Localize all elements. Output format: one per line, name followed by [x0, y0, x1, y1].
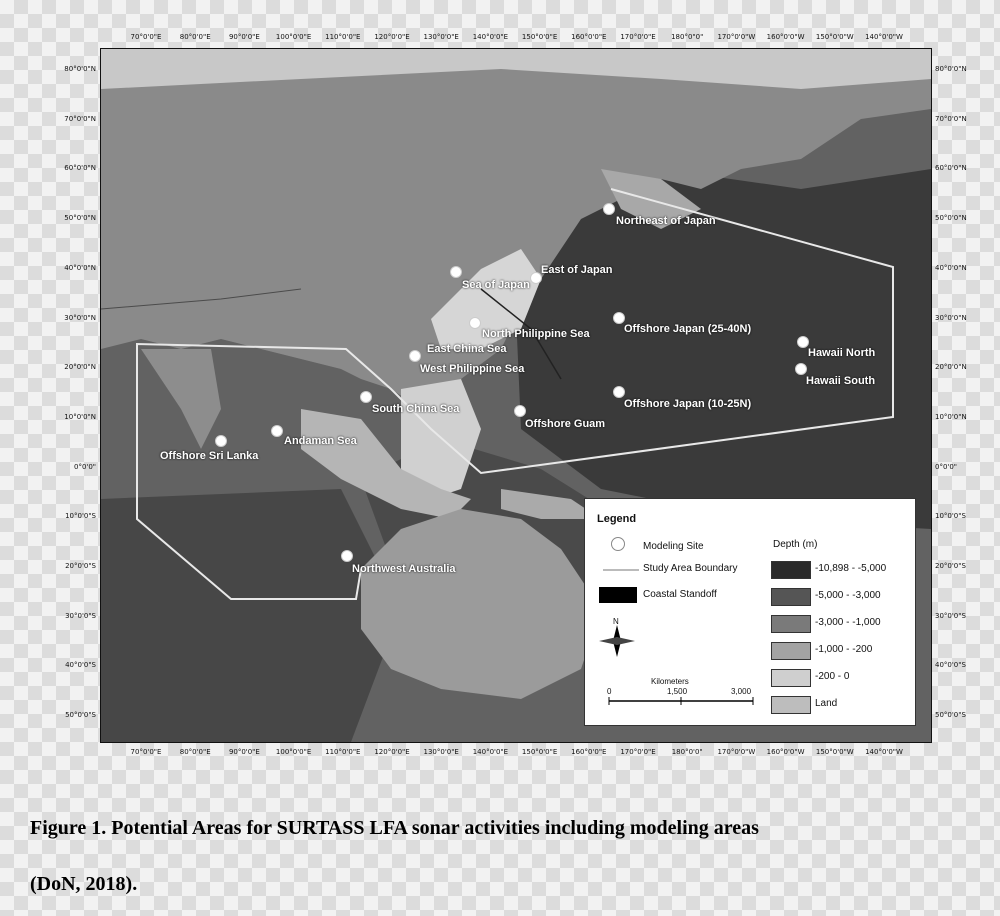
left-tick-label: 50°0'0"N: [64, 214, 96, 223]
left-tick-label: 10°0'0"N: [64, 412, 96, 421]
top-tick-label: 110°0'0"E: [325, 33, 361, 41]
right-tick-label: 30°0'0"N: [935, 313, 967, 322]
right-tick-label: 80°0'0"N: [935, 65, 967, 73]
right-tick-label: 20°0'0"S: [935, 562, 966, 570]
top-tick-label: 130°0'0"E: [423, 33, 459, 41]
right-tick-label: 10°0'0"S: [935, 512, 966, 521]
left-tick-label: 30°0'0"N: [64, 313, 96, 322]
modeling-site-icon: [611, 537, 625, 551]
top-tick-label: 140°0'0"W: [865, 33, 903, 41]
modeling-site-label: Hawaii North: [808, 347, 876, 359]
modeling-site-label: East China Sea: [427, 343, 507, 355]
bottom-tick-label: 160°0'0"W: [766, 748, 805, 756]
bottom-tick-label: 80°0'0"E: [179, 748, 211, 756]
modeling-site-dot: [271, 425, 283, 437]
depth-swatch: [771, 642, 811, 660]
bottom-tick-label: 140°0'0"W: [865, 748, 903, 756]
north-label: N: [613, 617, 619, 626]
modeling-site-label: West Philippine Sea: [420, 363, 525, 375]
left-tick-label: 10°0'0"S: [65, 512, 96, 521]
top-tick-label: 100°0'0"E: [275, 33, 312, 41]
right-tick-label: 30°0'0"S: [935, 611, 966, 620]
caption-line-1: Figure 1. Potential Areas for SURTASS LFA sonar activities including modeling areas: [30, 817, 759, 839]
depth-label: -200 - 0: [815, 671, 850, 682]
modeling-site-label: Offshore Guam: [525, 418, 606, 430]
depth-swatch: [771, 669, 811, 687]
right-tick-label: 40°0'0"N: [935, 263, 967, 272]
scale-tick-3000: 3,000: [731, 687, 752, 696]
legend-modeling-site: Modeling Site: [643, 541, 704, 552]
top-tick-label: 160°0'0"W: [766, 33, 805, 41]
bottom-tick-label: 160°0'0"E: [571, 748, 607, 756]
right-tick-label: 50°0'0"N: [935, 214, 967, 223]
bottom-tick-label: 70°0'0"E: [130, 748, 162, 756]
top-tick-label: 180°0"0": [671, 33, 704, 41]
caption-line-2: (DoN, 2018).: [30, 873, 138, 895]
modeling-site-label: South China Sea: [372, 403, 460, 415]
bottom-tick-label: 140°0'0"E: [472, 748, 509, 756]
modeling-site-dot: [795, 363, 807, 375]
top-tick-label: 70°0'0"E: [130, 33, 162, 41]
modeling-site-label: North Philippine Sea: [482, 328, 590, 340]
left-tick-label: 40°0'0"S: [65, 661, 96, 670]
modeling-site-label: Northeast of Japan: [616, 215, 716, 227]
left-tick-label: 30°0'0"S: [65, 611, 96, 620]
top-tick-label: 140°0'0"E: [472, 33, 509, 41]
legend-coastal-standoff: Coastal Standoff: [643, 589, 717, 600]
left-tick-label: 70°0'0"N: [64, 114, 96, 123]
study-boundary-line-icon: [603, 569, 639, 571]
bottom-tick-label: 150°0'0"E: [521, 748, 558, 756]
top-tick-label: 120°0'0"E: [374, 33, 410, 41]
right-tick-label: 70°0'0"N: [935, 114, 967, 123]
left-tick-label: 40°0'0"N: [64, 263, 96, 272]
modeling-site-dot: [469, 317, 481, 329]
modeling-site-dot: [360, 391, 372, 403]
bottom-tick-label: 100°0'0"E: [275, 748, 312, 756]
top-tick-label: 170°0'0"E: [620, 33, 656, 41]
depth-label: -3,000 - -1,000: [815, 617, 881, 628]
modeling-site-label: Hawaii South: [806, 375, 876, 387]
left-tick-label: 20°0'0"N: [64, 363, 96, 372]
depth-swatch: [771, 615, 811, 633]
modeling-site-dot: [613, 386, 625, 398]
modeling-site-dot: [603, 203, 615, 215]
modeling-site-dot: [450, 266, 462, 278]
bottom-tick-label: 180°0'0": [671, 748, 703, 756]
bottom-tick-label: 110°0'0"E: [325, 748, 361, 756]
depth-swatch: [771, 588, 811, 606]
figure-caption: [30, 800, 970, 912]
right-tick-label: 60°0'0"N: [935, 164, 967, 173]
modeling-site-label: Andaman Sea: [284, 435, 357, 447]
left-tick-label: 20°0'0"S: [65, 562, 96, 570]
right-tick-label: 10°0'0"N: [935, 412, 967, 421]
legend-study-area-boundary: Study Area Boundary: [643, 563, 738, 574]
top-tick-label: 90°0'0"E: [228, 33, 260, 41]
modeling-site-dot: [215, 435, 227, 447]
top-tick-label: 80°0'0"E: [179, 33, 211, 41]
modeling-site-label: Sea of Japan: [462, 279, 530, 291]
right-tick-label: 50°0'0"S: [935, 711, 966, 720]
bottom-tick-label: 170°0'0"W: [717, 748, 756, 756]
depth-title: Depth (m): [773, 539, 818, 550]
bottom-tick-label: 150°0'0"W: [815, 748, 854, 756]
depth-swatch: [771, 696, 811, 714]
modeling-site-dot: [409, 350, 421, 362]
depth-label: -5,000 - -3,000: [815, 590, 881, 601]
depth-label: -10,898 - -5,000: [815, 563, 887, 574]
bottom-tick-label: 120°0'0"E: [374, 748, 410, 756]
top-tick-label: 160°0'0"E: [571, 33, 607, 41]
legend-title: Legend: [597, 513, 637, 525]
modeling-site-label: Northwest Australia: [352, 563, 456, 575]
scale-tick-0: 0: [607, 687, 612, 696]
scale-bar: [607, 695, 757, 707]
scale-title: Kilometers: [651, 677, 689, 686]
scale-tick-1500: 1,500: [667, 687, 688, 696]
top-tick-label: 170°0'0"W: [717, 33, 756, 41]
modeling-site-label: Offshore Sri Lanka: [160, 450, 259, 462]
left-tick-label: 60°0'0"N: [64, 164, 96, 173]
depth-label: -1,000 - -200: [815, 644, 873, 655]
bottom-tick-label: 90°0'0"E: [228, 748, 260, 756]
depth-swatch: [771, 561, 811, 579]
depth-label: Land: [815, 698, 838, 709]
top-tick-label: 150°0'0"W: [815, 33, 854, 41]
modeling-site-dot: [514, 405, 526, 417]
modeling-site-label: Offshore Japan (10-25N): [624, 398, 752, 410]
right-tick-label: 40°0'0"S: [935, 661, 966, 670]
coastal-standoff-swatch: [599, 587, 637, 603]
modeling-site-dot: [341, 550, 353, 562]
top-tick-label: 150°0'0"E: [521, 33, 558, 41]
right-tick-label: 20°0'0"N: [935, 363, 967, 372]
modeling-site-label: East of Japan: [541, 264, 613, 276]
legend-box: [584, 498, 916, 726]
right-tick-label: 0°0'0": [935, 462, 958, 471]
bottom-tick-label: 130°0'0"E: [423, 748, 459, 756]
modeling-site-label: Offshore Japan (25-40N): [624, 323, 752, 335]
left-tick-label: 0°0'0": [73, 462, 96, 471]
bottom-tick-label: 170°0'0"E: [620, 748, 656, 756]
left-tick-label: 80°0'0"N: [64, 65, 96, 73]
left-tick-label: 50°0'0"S: [65, 711, 96, 720]
